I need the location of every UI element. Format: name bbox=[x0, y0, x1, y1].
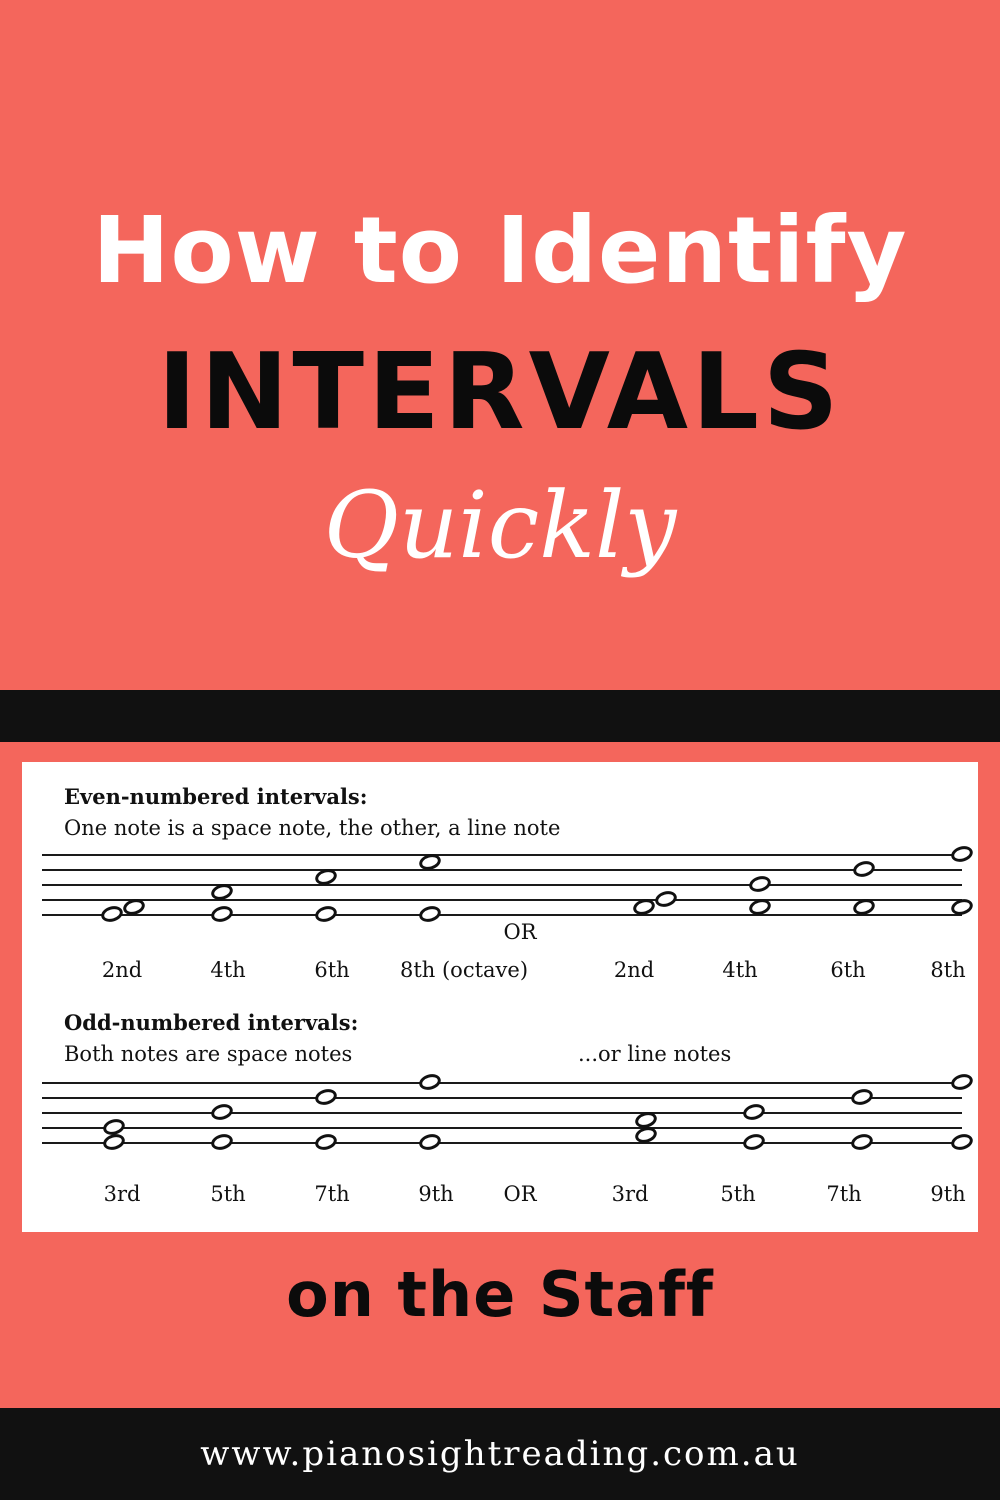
tagline: on the Staff bbox=[286, 1258, 714, 1331]
notehead bbox=[741, 1102, 766, 1122]
even-interval-label: 8th (octave) bbox=[399, 958, 529, 982]
odd-or-label: OR bbox=[503, 1182, 537, 1206]
even-interval-label: 2nd bbox=[101, 958, 143, 982]
odd-interval-label: 9th bbox=[930, 1182, 966, 1206]
even-staff bbox=[42, 854, 962, 916]
staff-line bbox=[42, 914, 962, 916]
staff-line bbox=[42, 884, 962, 886]
even-interval-label: 4th bbox=[210, 958, 246, 982]
notehead bbox=[313, 904, 338, 924]
staff-line bbox=[42, 869, 962, 871]
notehead bbox=[209, 1102, 234, 1122]
title-line-1: How to Identify bbox=[92, 197, 908, 304]
odd-interval-label: 3rd bbox=[611, 1182, 649, 1206]
odd-interval-label: 9th bbox=[418, 1182, 454, 1206]
notehead bbox=[747, 874, 772, 894]
figure-content bbox=[22, 762, 978, 1232]
notehead bbox=[849, 1132, 874, 1152]
staff-line bbox=[42, 854, 962, 856]
staff-line bbox=[42, 1112, 962, 1114]
even-interval-label: 4th bbox=[722, 958, 758, 982]
even-interval-label: 8th bbox=[930, 958, 966, 982]
title-line-2: INTERVALS bbox=[157, 331, 843, 453]
footer-band bbox=[0, 1408, 1000, 1500]
odd-interval-label: 5th bbox=[210, 1182, 246, 1206]
even-intervals-subtitle: One note is a space note, the other, a line note bbox=[64, 816, 561, 840]
notehead bbox=[653, 889, 678, 909]
odd-intervals-subtitle-right: ...or line notes bbox=[578, 1042, 732, 1066]
odd-interval-label: 7th bbox=[826, 1182, 862, 1206]
title-line-3: Quickly bbox=[323, 472, 677, 579]
even-interval-label: 2nd bbox=[613, 958, 655, 982]
staff-line bbox=[42, 1082, 962, 1084]
notehead bbox=[849, 1087, 874, 1107]
even-or-label: OR bbox=[503, 920, 537, 944]
hero-section bbox=[0, 0, 1000, 690]
notehead bbox=[313, 1087, 338, 1107]
odd-interval-label: 7th bbox=[314, 1182, 350, 1206]
notehead bbox=[99, 904, 124, 924]
staff-line bbox=[42, 1142, 962, 1144]
notehead bbox=[417, 904, 442, 924]
even-intervals-heading: Even-numbered intervals: bbox=[64, 784, 368, 809]
notehead bbox=[209, 1132, 234, 1152]
notehead bbox=[313, 1132, 338, 1152]
notehead bbox=[101, 1117, 126, 1137]
odd-interval-label: 5th bbox=[720, 1182, 756, 1206]
notehead bbox=[949, 1072, 974, 1092]
notehead bbox=[949, 1132, 974, 1152]
staff-line bbox=[42, 899, 962, 901]
notehead bbox=[741, 1132, 766, 1152]
notehead bbox=[101, 1132, 126, 1152]
notehead bbox=[209, 904, 234, 924]
notehead bbox=[417, 1132, 442, 1152]
divider-band bbox=[0, 690, 1000, 742]
even-interval-label: 6th bbox=[314, 958, 350, 982]
odd-intervals-subtitle-left: Both notes are space notes bbox=[64, 1042, 353, 1066]
footer-url[interactable]: www.pianosightreading.com.au bbox=[200, 1434, 800, 1474]
staff-line bbox=[42, 1127, 962, 1129]
notehead bbox=[949, 844, 974, 864]
notehead bbox=[851, 859, 876, 879]
notehead bbox=[417, 1072, 442, 1092]
odd-interval-label: 3rd bbox=[103, 1182, 141, 1206]
odd-staff bbox=[42, 1082, 962, 1144]
odd-intervals-heading: Odd-numbered intervals: bbox=[64, 1010, 359, 1035]
staff-line bbox=[42, 1097, 962, 1099]
interval-figure-card bbox=[22, 762, 978, 1232]
even-interval-label: 6th bbox=[830, 958, 866, 982]
